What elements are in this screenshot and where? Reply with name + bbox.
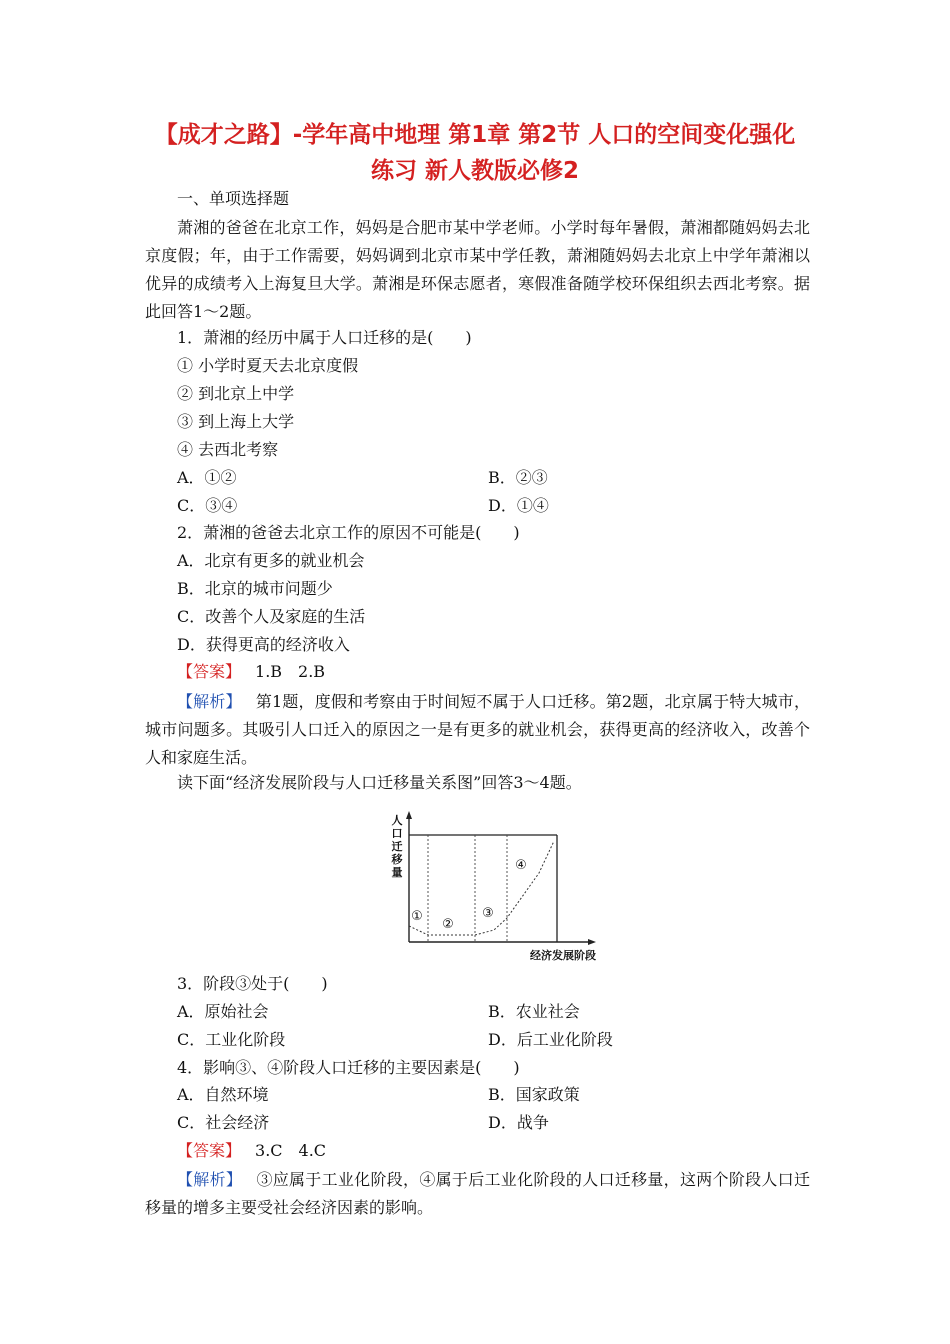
y-axis-arrow: [406, 811, 412, 819]
figure-intro: 读下面“经济发展阶段与人口迁移量关系图”回答3～4题。: [177, 773, 582, 792]
stage-label: ①: [411, 909, 423, 924]
answer-text: 1.B 2.B: [255, 662, 326, 681]
question-3-option-a: A．原始社会: [177, 1002, 269, 1021]
question-4-option-d: D．战争: [488, 1113, 549, 1132]
document-title-line2: 练习 新人教版必修2: [370, 158, 579, 184]
x-axis-arrow: [588, 939, 596, 945]
question-2-option-b: B．北京的城市问题少: [177, 579, 333, 598]
question-1-item: ② 到北京上中学: [177, 384, 295, 403]
question-4-option-c: C．社会经济: [177, 1113, 270, 1132]
question-1-option-a: A．①②: [177, 468, 237, 487]
stage-label: ④: [515, 858, 527, 873]
x-axis-label: 经济发展阶段: [530, 949, 596, 962]
answer-tag: 【答案】: [177, 662, 242, 681]
question-4-stem: 4．影响③、④阶段人口迁移的主要因素是( ): [177, 1058, 520, 1077]
y-axis-label: 人口迁移量: [391, 814, 403, 879]
analysis-tag: 【解析】: [177, 1170, 243, 1189]
question-1-item: ① 小学时夏天去北京度假: [177, 356, 359, 375]
analysis-tag: 【解析】: [177, 692, 242, 711]
migration-stage-diagram: [384, 808, 606, 964]
stage-label: ②: [442, 917, 454, 932]
question-3-option-d: D．后工业化阶段: [488, 1030, 613, 1049]
question-3-option-b: B．农业社会: [488, 1002, 580, 1021]
question-1-stem: 1．萧湘的经历中属于人口迁移的是( ): [177, 328, 472, 347]
analysis-block-1: [145, 688, 810, 772]
answer-block-2: [177, 1140, 326, 1162]
question-1-option-d: D．①④: [488, 496, 549, 515]
question-1-item: ④ 去西北考察: [177, 440, 279, 459]
answer-tag: 【答案】: [177, 1141, 242, 1160]
analysis-block-2: [145, 1166, 810, 1222]
question-1-option-c: C．③④: [177, 496, 238, 515]
question-1-item: ③ 到上海上大学: [177, 412, 295, 431]
question-1-option-b: B．②③: [488, 468, 548, 487]
question-2-option-c: C．改善个人及家庭的生活: [177, 607, 366, 626]
section-heading: 一、单项选择题: [177, 189, 290, 208]
passage-paragraph: 萧湘的爸爸在北京工作，妈妈是合肥市某中学老师。小学时每年暑假，萧湘都随妈妈去北京度假；年，由于工作需要，妈妈调到北京市某中学任教，萧湘随妈妈去北京上中学年萧湘以优异的成绩考入上海复旦大学。萧湘是环保志愿者，寒假准备随学校环保组织去西北考察。据此回答1～2题。: [145, 218, 810, 321]
stage-label: ③: [482, 906, 494, 921]
question-2-option-a: A．北京有更多的就业机会: [177, 551, 365, 570]
answer-block-1: [177, 661, 325, 683]
analysis-text: 第1题，度假和考察由于时间短不属于人口迁移。第2题，北京属于特大城市，城市问题多。其吸引人口迁入的原因之一是有更多的就业机会，获得更高的经济收入，改善个人和家庭生活。: [145, 692, 810, 767]
document-title-line1: 【成才之路】-学年高中地理 第1章 第2节 人口的空间变化强化: [154, 122, 796, 148]
question-3-option-c: C．工业化阶段: [177, 1030, 286, 1049]
question-2-option-d: D．获得更高的经济收入: [177, 635, 350, 654]
question-3-stem: 3．阶段③处于( ): [177, 974, 328, 993]
answer-text: 3.C 4.C: [255, 1141, 327, 1160]
question-4-option-b: B．国家政策: [488, 1085, 580, 1104]
question-4-option-a: A．自然环境: [177, 1085, 269, 1104]
question-2-stem: 2．萧湘的爸爸去北京工作的原因不可能是( ): [177, 523, 520, 542]
analysis-text: ③应属于工业化阶段，④属于后工业化阶段的人口迁移量，这两个阶段人口迁移量的增多主要受社会经济因素的影响。: [145, 1170, 810, 1217]
